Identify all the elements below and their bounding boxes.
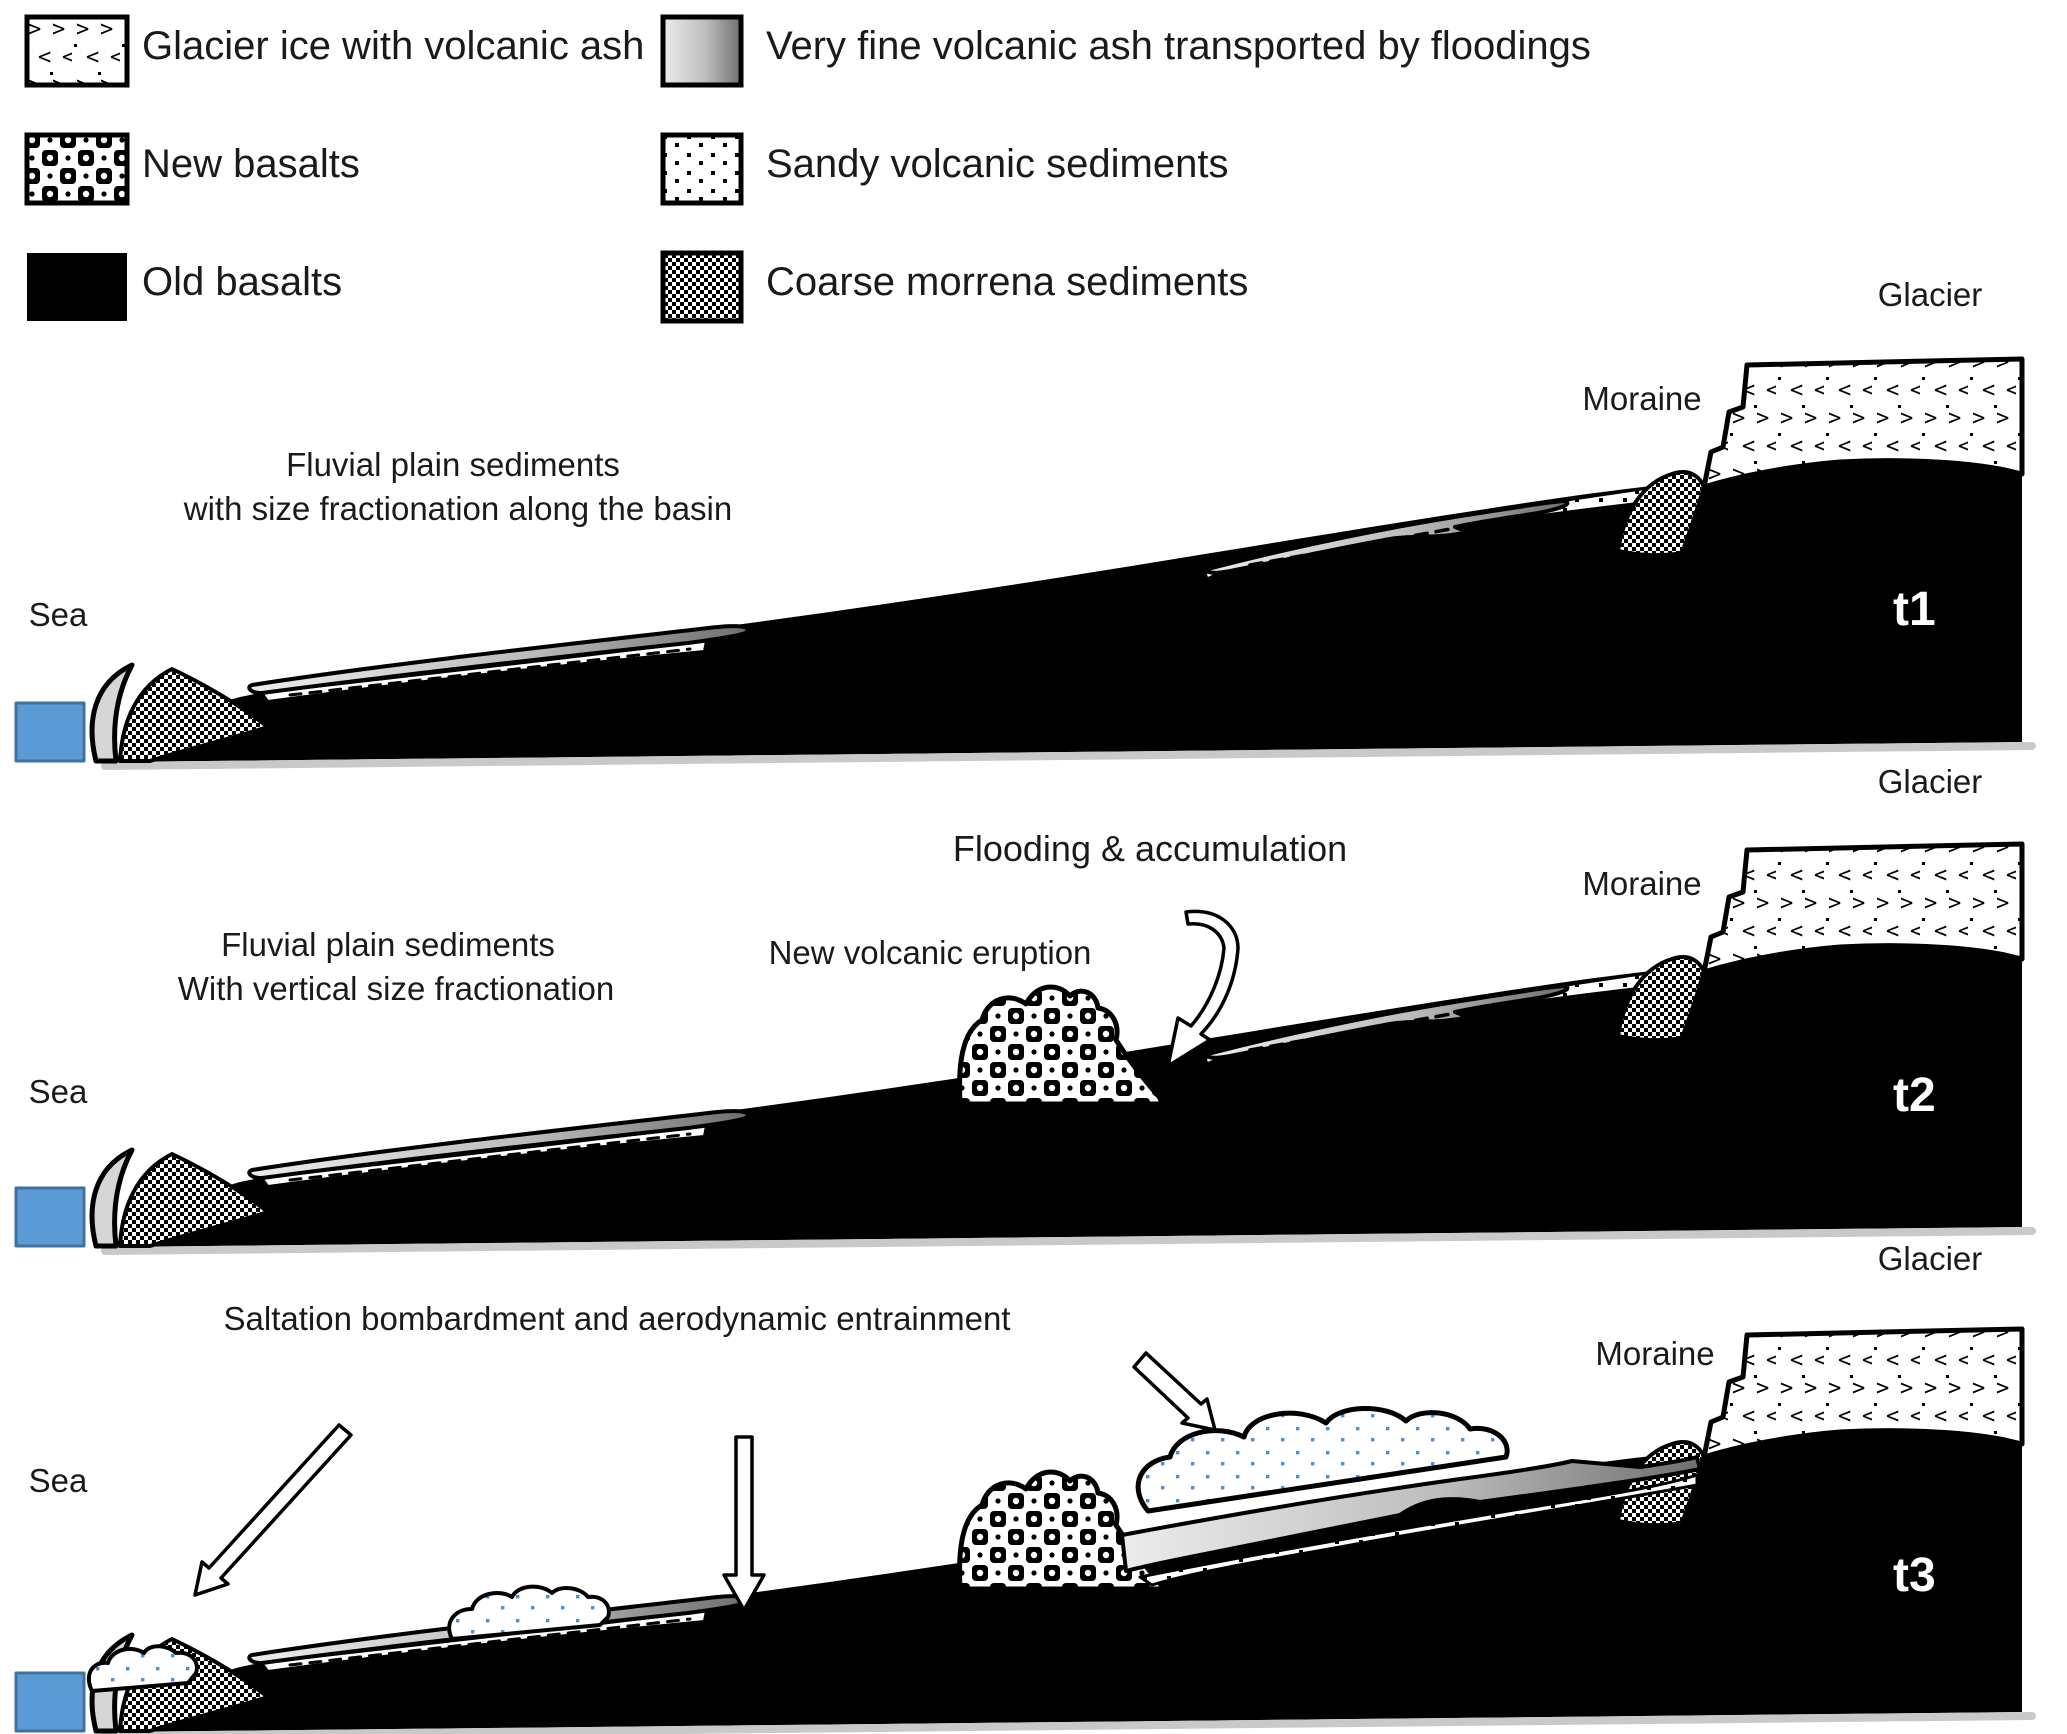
t2-glacier-label: Glacier [1877, 763, 1983, 800]
diagonal-arrow-icon [195, 1425, 351, 1595]
t3-glacier-label: Glacier [1877, 1240, 1983, 1277]
t1-time-label: t1 [1893, 583, 1936, 636]
legend-item-new-basalts: New basalts [142, 142, 360, 186]
sea-block [16, 1673, 84, 1731]
t2-eruption-label: New volcanic eruption [768, 934, 1092, 971]
t3-moraine-label: Moraine [1595, 1335, 1715, 1372]
t3-time-label: t3 [1893, 1549, 1936, 1602]
legend-swatch-fine-ash-icon [660, 14, 744, 88]
t1-glacier-label: Glacier [1877, 276, 1983, 313]
t2-flooding-label: Flooding & accumulation [952, 828, 1348, 869]
legend-item-coarse-morrena: Coarse morrena sediments [766, 260, 1249, 304]
t1-moraine-label: Moraine [1582, 380, 1702, 417]
t1-annotation-line1: Fluvial plain sediments [286, 446, 620, 483]
t1-sea-label: Sea [28, 596, 88, 633]
legend-swatch-glacier-ice-icon [24, 14, 130, 88]
t2-annotation-line1: Fluvial plain sediments [221, 926, 555, 963]
t2-sea-label: Sea [28, 1073, 88, 1110]
legend-swatch-sandy-sediments-icon [660, 132, 744, 206]
t2-annotation-line2: With vertical size fractionation [177, 970, 615, 1007]
t3-title: Saltation bombardment and aerodynamic entrainment [223, 1300, 1011, 1337]
legend-item-fine-ash: Very fine volcanic ash transported by floodings [766, 24, 1591, 68]
down-arrow-icon [724, 1437, 764, 1610]
legend-swatch-new-basalts-icon [24, 132, 130, 206]
t1-annotation-line2: with size fractionation along the basin [183, 490, 733, 527]
t3-sea-label: Sea [28, 1462, 88, 1499]
legend-item-sandy-sediments: Sandy volcanic sediments [766, 142, 1229, 186]
angled-arrow-icon [1134, 1353, 1215, 1430]
t2-moraine-label: Moraine [1582, 865, 1702, 902]
t2-time-label: t2 [1893, 1069, 1936, 1122]
panel-t3 [0, 1205, 2067, 1734]
legend-item-old-basalts: Old basalts [142, 260, 343, 304]
legend-item-glacier-ice: Glacier ice with volcanic ash [142, 24, 645, 68]
new-basalt-bump [960, 987, 1162, 1104]
